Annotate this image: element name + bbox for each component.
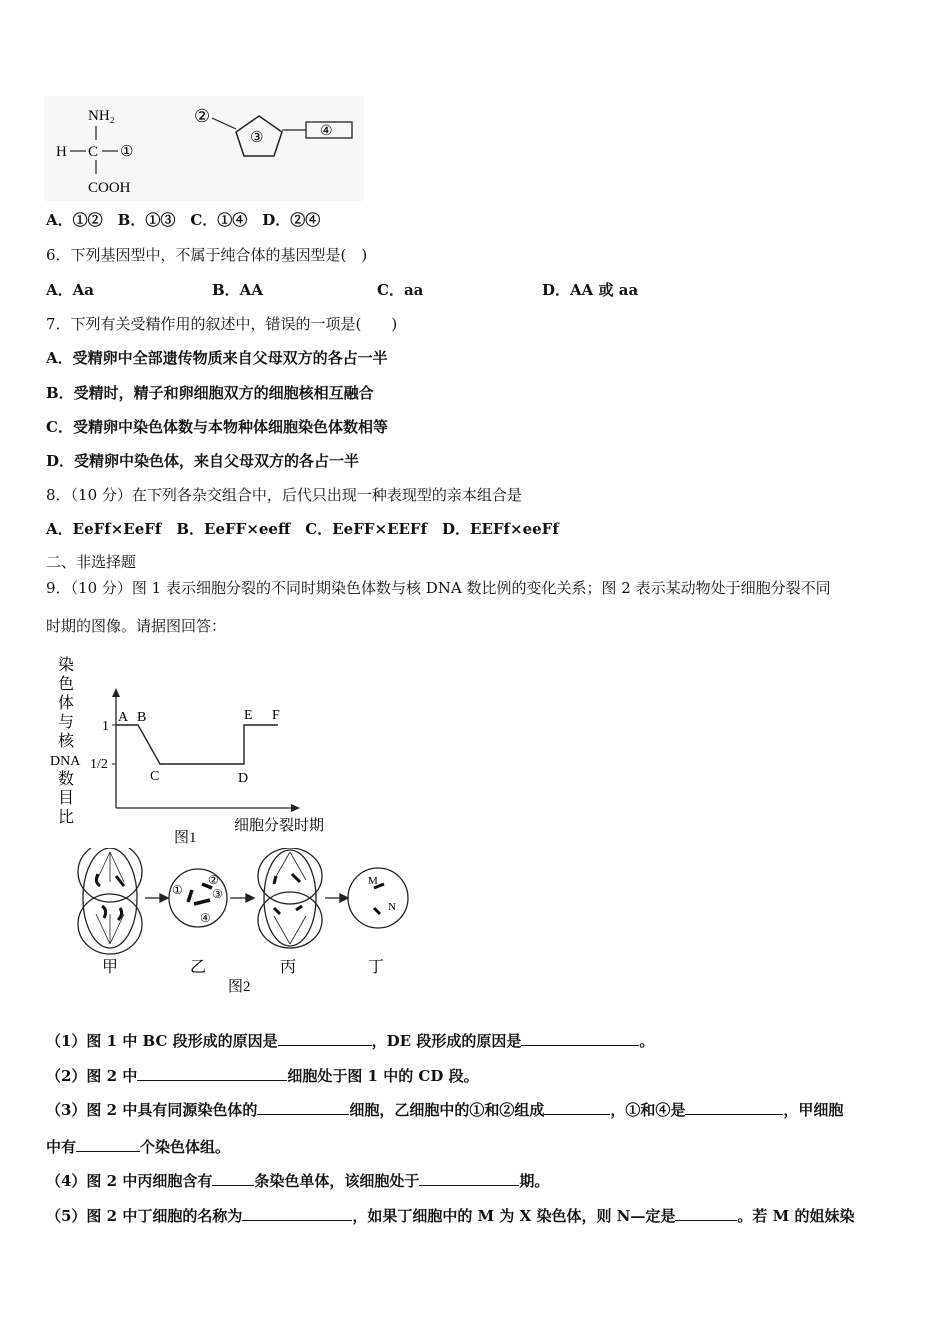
tick-half: 1/2 xyxy=(90,757,108,772)
label-bing: 丙 xyxy=(280,959,297,976)
point-f: F xyxy=(272,708,280,723)
figure-1-graph xyxy=(44,652,364,848)
blank-1b[interactable] xyxy=(521,1031,639,1046)
q7-option-d: D．受精卵中染色体，来自父母双方的各占一半 xyxy=(46,452,360,470)
answer-4: （4）图 2 中丙细胞含有 条染色单体，该细胞处于 期。 xyxy=(46,1172,550,1190)
ratio-line xyxy=(116,725,278,764)
blank-3b[interactable] xyxy=(544,1100,610,1115)
point-d: D xyxy=(238,771,249,786)
svg-text:目: 目 xyxy=(58,790,75,807)
mark-3: ③ xyxy=(212,887,223,901)
q6-option-a: A．Aa xyxy=(46,281,94,299)
blank-3a[interactable] xyxy=(257,1100,349,1115)
blank-3d[interactable] xyxy=(76,1137,140,1152)
answer-3-cont: 中有 个染色体组。 xyxy=(46,1138,231,1156)
q7-option-a: A．受精卵中全部遗传物质来自父母双方的各占一半 xyxy=(46,349,388,367)
figure-2-caption: 图2 xyxy=(228,979,251,995)
x-axis-label: 细胞分裂时期 xyxy=(234,818,325,834)
svg-text:DNA: DNA xyxy=(50,754,81,769)
r-group-label: ① xyxy=(120,144,134,160)
figure-2-cells xyxy=(70,848,420,998)
structure-figure xyxy=(44,96,364,201)
svg-text:与: 与 xyxy=(58,714,75,731)
point-e: E xyxy=(244,708,253,723)
mark-4: ④ xyxy=(200,911,211,925)
blank-1a[interactable] xyxy=(278,1031,372,1046)
tick-1: 1 xyxy=(102,719,109,734)
cooh-label: COOH xyxy=(88,180,131,196)
label-jia: 甲 xyxy=(102,959,119,976)
cell-ding xyxy=(348,868,408,928)
q6-option-c: C．aa xyxy=(377,281,424,299)
c-label: C xyxy=(88,144,99,160)
svg-text:核: 核 xyxy=(58,733,75,750)
y-axis-label xyxy=(50,656,81,826)
h-label: H xyxy=(56,144,67,160)
figure-1-caption: 图1 xyxy=(174,830,197,846)
blank-2[interactable] xyxy=(137,1066,287,1081)
q5-options: A．①② B．①③ C．①④ D．②④ xyxy=(46,211,321,229)
svg-text:染: 染 xyxy=(58,657,75,674)
svg-text:体: 体 xyxy=(58,695,75,712)
q6-stem xyxy=(46,245,367,265)
point-a: A xyxy=(118,710,129,725)
blank-5a[interactable] xyxy=(242,1206,352,1221)
svg-text:数: 数 xyxy=(58,771,75,788)
q7-stem: 7．下列有关受精作用的叙述中，错误的一项是( ) xyxy=(46,315,398,333)
answer-1: （1）图 1 中 BC 段形成的原因是 ，DE 段形成的原因是 。 xyxy=(46,1032,655,1050)
blank-4a[interactable] xyxy=(212,1171,254,1186)
q7-option-c: C．受精卵中染色体数与本物种体细胞染色体数相等 xyxy=(46,418,388,436)
cell-bing xyxy=(258,848,322,948)
pentose-label: ③ xyxy=(250,130,264,146)
q8-options: A．EeFf×EeFf B．EeFF×eeff C．EeFF×EEFf D．EEFf×eeFf xyxy=(46,520,559,538)
mark-1: ① xyxy=(172,883,183,897)
mark-m: M xyxy=(368,875,378,887)
base-label: ④ xyxy=(320,124,333,139)
svg-text:比: 比 xyxy=(58,809,75,826)
point-c: C xyxy=(150,769,160,784)
answer-3: （3）图 2 中具有同源染色体的 细胞，乙细胞中的①和②组成 ，①和④是 ，甲细胞 xyxy=(46,1101,844,1119)
q6-option-b: B．AA xyxy=(212,281,263,299)
q9-stem-line2: 时期的图像。请据图回答： xyxy=(46,617,227,635)
blank-3c[interactable] xyxy=(685,1100,783,1115)
q7-option-b: B．受精时，精子和卵细胞双方的细胞核相互融合 xyxy=(46,384,374,402)
point-b: B xyxy=(137,710,147,725)
label-ding: 丁 xyxy=(368,959,385,976)
answer-2: （2）图 2 中 细胞处于图 1 中的 CD 段。 xyxy=(46,1067,479,1085)
svg-text:色: 色 xyxy=(58,676,75,693)
phosphate-label: ② xyxy=(194,106,211,126)
blank-5b[interactable] xyxy=(675,1206,737,1221)
mark-2: ② xyxy=(208,873,219,887)
q8-stem: 8．（10 分）在下列各杂交组合中，后代只出现一种表现型的亲本组合是 xyxy=(46,486,522,504)
section-heading: 二、非选择题 xyxy=(46,553,137,571)
cell-jia xyxy=(78,848,142,954)
blank-4b[interactable] xyxy=(419,1171,519,1186)
nh2-label: NH₂ xyxy=(88,108,115,124)
q6-stem-text: 6．下列基因型中，不属于纯合体的基因型是( ) xyxy=(46,246,368,264)
label-yi: 乙 xyxy=(190,959,207,976)
q9-stem-line1: 9．（10 分）图 1 表示细胞分裂的不同时期染色体数与核 DNA 数比例的变化关系；图 2 表示某动物处于细胞分裂不同 xyxy=(46,579,831,597)
mark-n: N xyxy=(388,901,396,913)
answer-5: （5）图 2 中丁细胞的名称为 ，如果丁细胞中的 M 为 X 染色体，则 N—定是 。若 M 的姐妹染 xyxy=(46,1207,855,1225)
q6-option-d: D．AA 或 aa xyxy=(542,281,639,299)
